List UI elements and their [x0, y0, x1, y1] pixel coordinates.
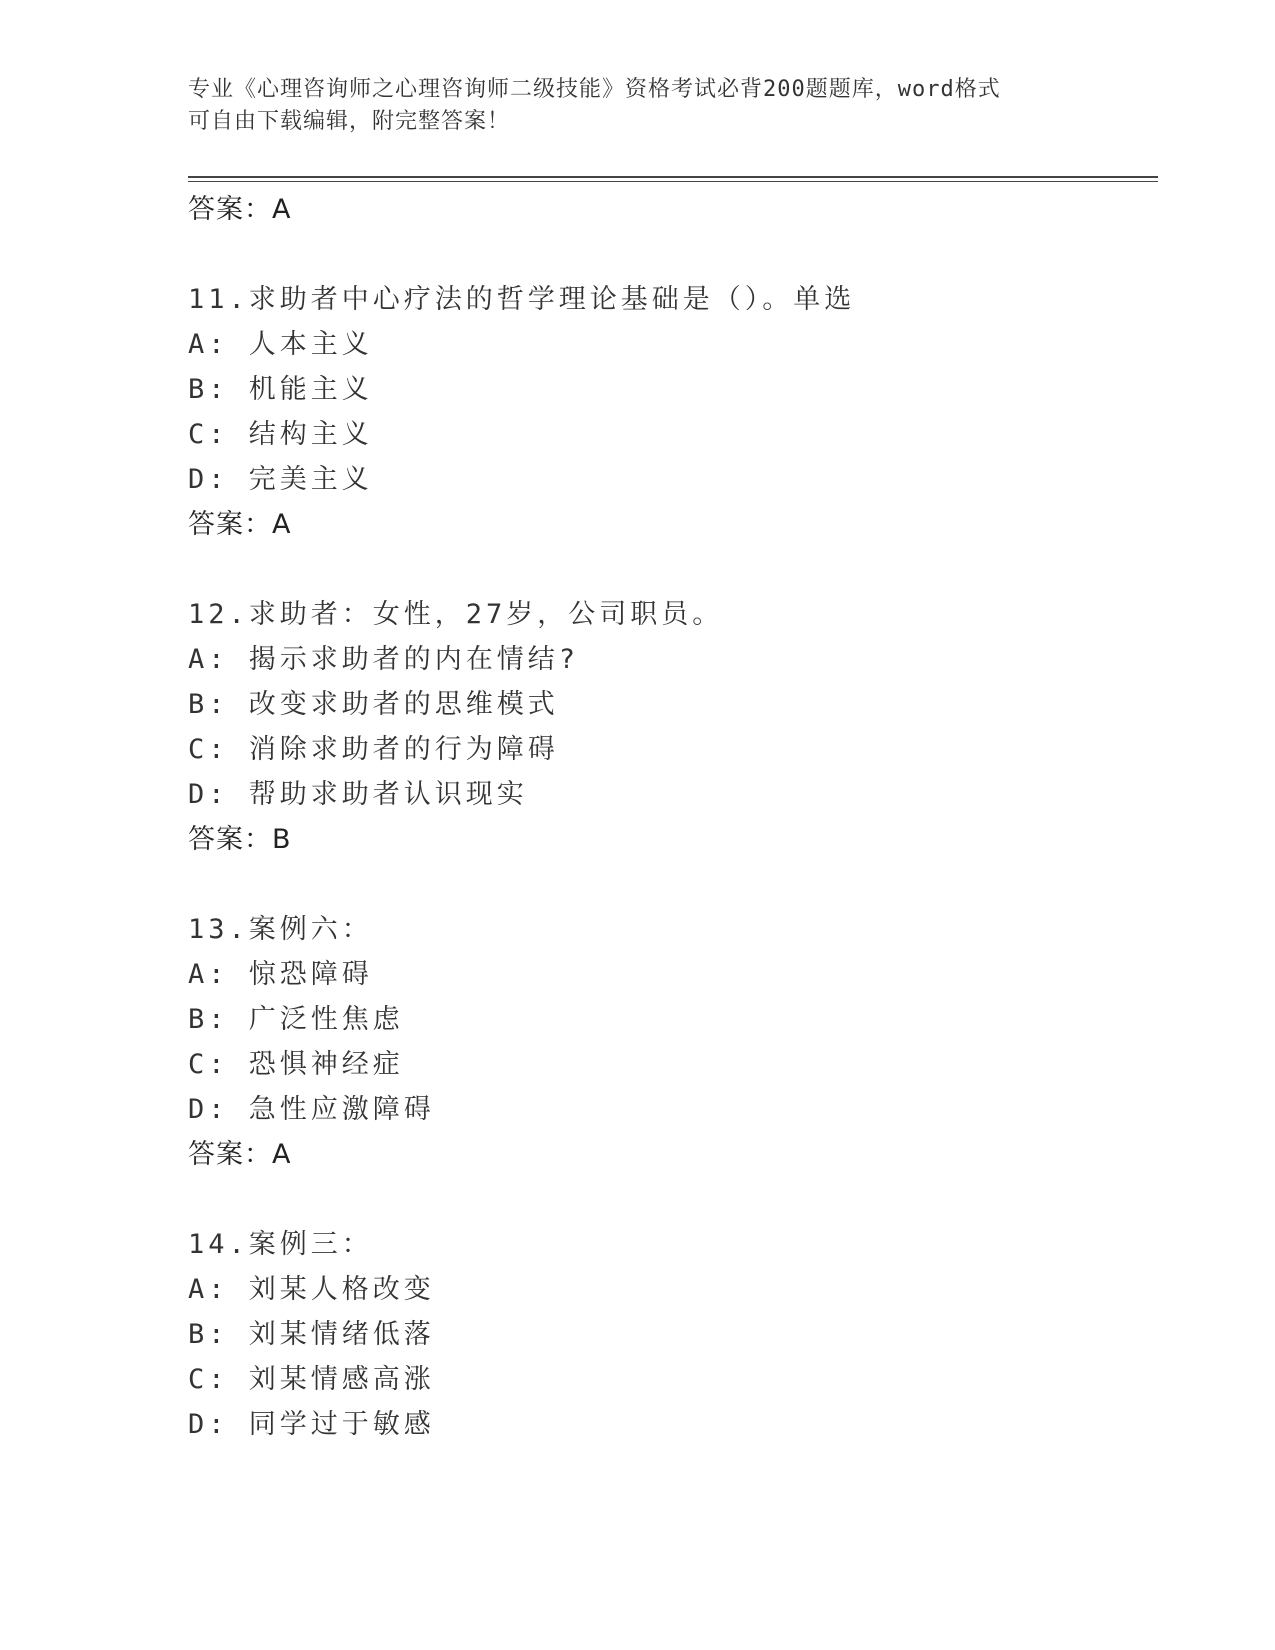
- question-14-option-b: B: 刘某情绪低落: [188, 1319, 435, 1350]
- header-line-1: 专业《心理咨询师之心理咨询师二级技能》资格考试必背200题题库，word格式: [188, 77, 1001, 102]
- question-11-stem: 11.求助者中心疗法的哲学理论基础是（）。单选: [188, 284, 856, 315]
- question-13-stem: 13.案例六：: [188, 914, 373, 945]
- answer-previous: 答案：A: [188, 194, 292, 225]
- question-12-stem: 12.求助者：女性，27岁，公司职员。: [188, 599, 724, 630]
- question-12-answer: 答案：B: [188, 824, 292, 855]
- question-12-option-a: A: 揭示求助者的内在情结?: [188, 644, 580, 675]
- question-12-option-c: C: 消除求助者的行为障碍: [188, 734, 559, 765]
- question-12-option-b: B: 改变求助者的思维模式: [188, 689, 559, 720]
- page-header: [188, 74, 1088, 138]
- question-11-answer: 答案：A: [188, 509, 292, 540]
- question-14-option-c: C: 刘某情感高涨: [188, 1364, 435, 1395]
- question-11-option-a: A: 人本主义: [188, 329, 373, 360]
- question-13-answer: 答案：A: [188, 1139, 292, 1170]
- question-11-option-d: D: 完美主义: [188, 464, 373, 495]
- question-13-option-b: B: 广泛性焦虑: [188, 1004, 404, 1035]
- question-11-option-c: C: 结构主义: [188, 419, 373, 450]
- question-13-option-c: C: 恐惧神经症: [188, 1049, 404, 1080]
- question-13-option-d: D: 急性应激障碍: [188, 1094, 435, 1125]
- question-14-option-d: D: 同学过于敏感: [188, 1409, 435, 1440]
- question-12-option-d: D: 帮助求助者认识现实: [188, 779, 528, 810]
- question-11-option-b: B: 机能主义: [188, 374, 373, 405]
- question-14-stem: 14.案例三：: [188, 1229, 373, 1260]
- question-13-option-a: A: 惊恐障碍: [188, 959, 373, 990]
- question-14-option-a: A: 刘某人格改变: [188, 1274, 435, 1305]
- header-divider-thick: [188, 176, 1158, 178]
- header-line-2: 可自由下载编辑，附完整答案！: [188, 109, 511, 134]
- header-divider-thin: [188, 181, 1158, 182]
